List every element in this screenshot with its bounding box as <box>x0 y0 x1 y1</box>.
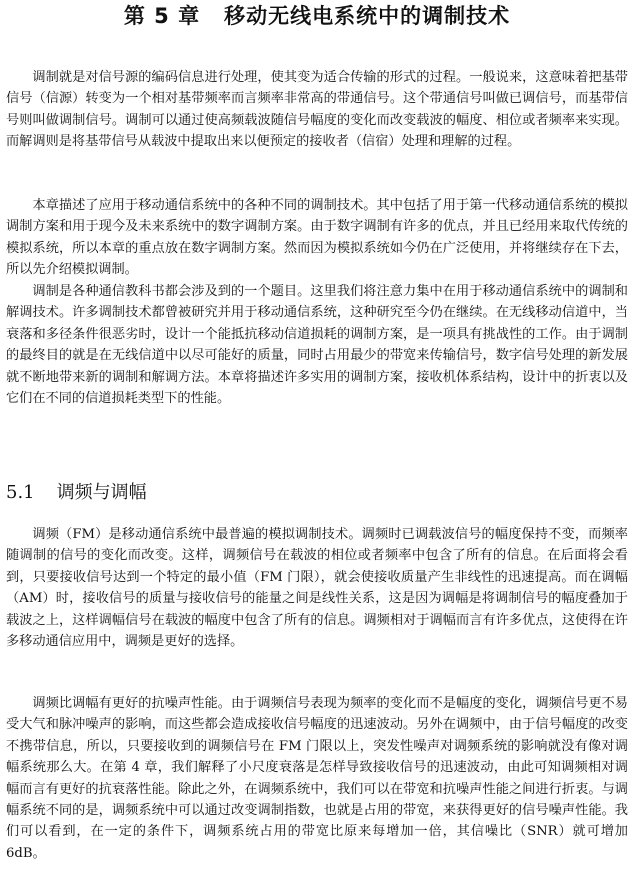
section-heading <box>6 480 147 506</box>
section-paragraph-2: 调频比调幅有更好的抗噪声性能。由于调频信号表现为频率的变化而不是幅度的变化，调频信号更不易受大气和脉冲噪声的影响，而这些都会造成接收信号幅度的迅速波动。另外在调频中，由于信号幅度的改变不携带信息，所以，只要接收到的调频信号在 FM 门限以上，突发性噪声对调频系统的影响就没有像对调幅系统那么大。在第 4 章，我们解释了小尺度衰落是怎样导致接收信号的迅速波动，由此可知调频相对调幅而言有更好的抗衰落性能。除此之外，在调频系统中，我们可以在带宽和抗噪声性能之间进行折衷。与调幅系统不同的是，调频系统中可以通过改变调制指数，也就是占用的带宽，来获得更好的信号噪声性能。我们可以看到，在一定的条件下，调频系统占用的带宽比原来每增加一倍，其信噪比（SNR）就可增加 6dB。 <box>6 696 628 861</box>
intro-paragraph-3: 调制是各种通信教科书都会涉及到的一个题目。这里我们将注意力集中在用于移动通信系统中的调制和解调技术。许多调制技术都曾被研究并用于移动通信系统，这种研究至今仍在继续。在无线移动信道中，当衰落和多径条件很恶劣时，设计一个能抵抗移动信道损耗的调制方案，是一项具有挑战性的工作。由于调制的最终目的就是在无线信道中以尽可能好的质量，同时占用最少的带宽来传输信号，数字信号处理的新发展就不断地带来新的调制和解调方法。本章将描述许多实用的调制方案，接收机体系结构，设计中的折衷以及它们在不同的信道损耗类型下的性能。 <box>6 284 628 407</box>
section-title: 调频与调幅 <box>56 482 147 503</box>
chapter-number: 第 5 章 <box>123 4 201 28</box>
intro-paragraph-2: 本章描述了应用于移动通信系统中的各种不同的调制技术。其中包括了用于第一代移动通信系统的模拟调制方案和用于现今及未来系统中的数字调制方案。由于数字调制有许多的优点，并且已经用来取代传统的模拟系统，所以本章的重点放在数字调制方案。然而因为模拟系统如今仍在广泛使用，并将继续存在下去，所以先介绍模拟调制。 <box>6 198 628 278</box>
section-paragraph-1: 调频（FM）是移动通信系统中最普遍的模拟调制技术。调频时已调载波信号的幅度保持不变，而频率随调制的信号的变化而改变。这样，调频信号在载波的相位或者频率中包含了所有的信息。在后面将会看到，只要接收信号达到一个特定的最小值（FM 门限），就会使接收质量产生非线性的迅速提高。而在调幅（AM）时，接收信号的质量与接收信号的能量之间是线性关系，这是因为调幅是将调制信号的幅度叠加于载波之上，这样调幅信号在载波的幅度中包含了所有的信息。调频相对于调幅而言有许多优点，这使得在许多移动通信应用中，调频是更好的选择。 <box>6 527 628 650</box>
chapter-title-text: 移动无线电系统中的调制技术 <box>224 4 511 28</box>
section-number: 5.1 <box>6 482 35 503</box>
chapter-title <box>0 2 634 30</box>
intro-paragraph-1: 调制就是对信号源的编码信息进行处理，使其变为适合传输的形式的过程。一般说来，这意味着把基带信号（信源）转变为一个相对基带频率而言频率非常高的带通信号。这个带通信号叫做已调信号，而基带信号则叫做调制信号。调制可以通过使高频载波随信号幅度的变化而改变载波的幅度、相位或者频率来实现。而解调则是将基带信号从载波中提取出来以便预定的接收者（信宿）处理和理解的过程。 <box>6 70 628 150</box>
